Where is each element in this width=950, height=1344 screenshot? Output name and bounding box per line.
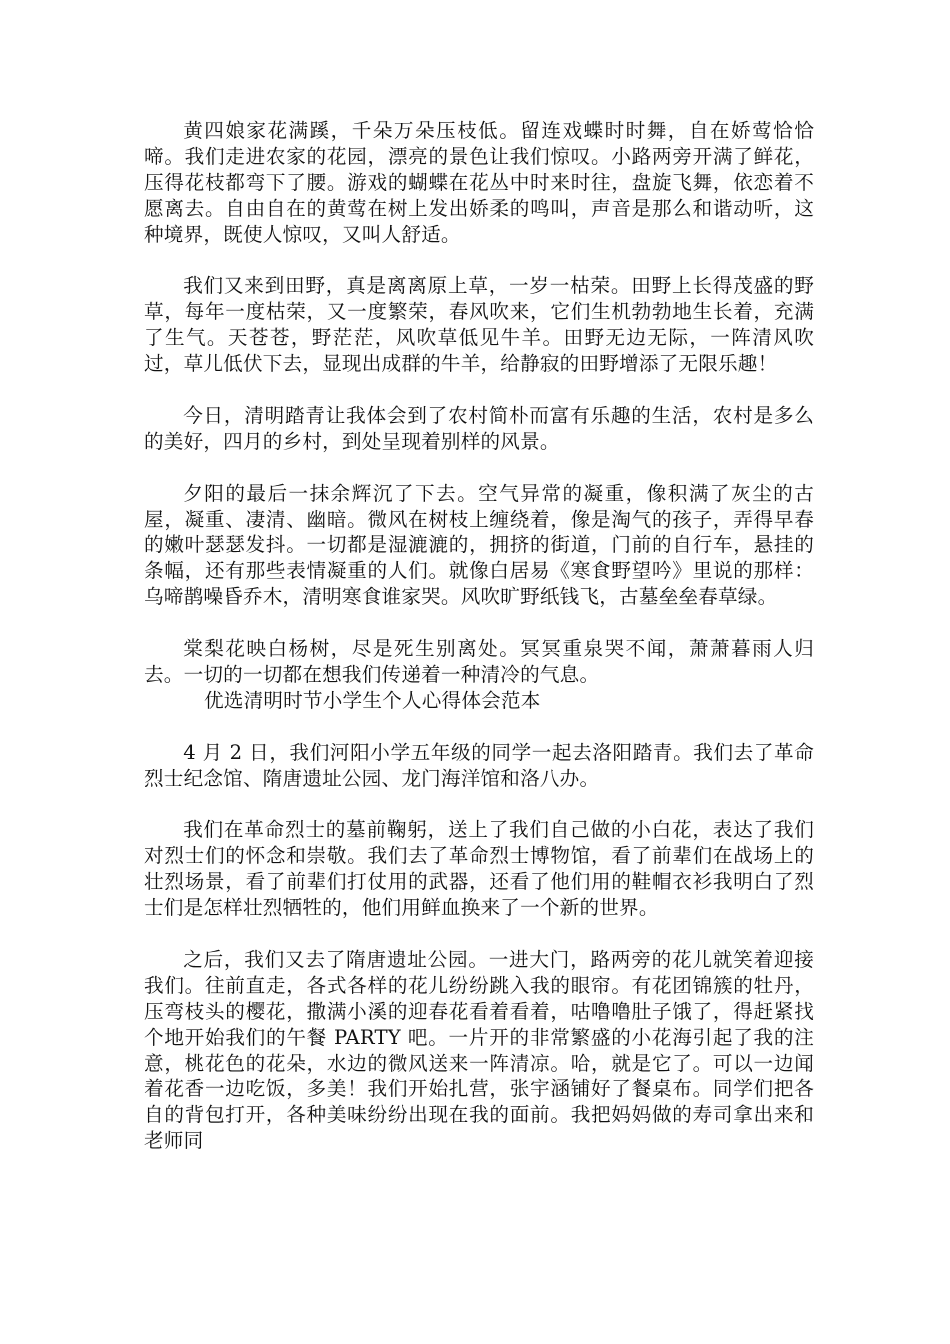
section-heading: 优选清明时节小学生个人心得体会范本 bbox=[204, 688, 541, 712]
paragraph-7: 我们在革命烈士的墓前鞠躬，送上了我们自己做的小白花，表达了我们对烈士们的怀念和崇敬。我们去了革命烈士博物馆，看了前辈们在战场上的壮烈场景，看了前辈们打仗用的武器，还看了他们用的鞋帽衣衫我明白了烈士们是怎样壮烈牺牲的，他们用鲜血换来了一个新的世界。 bbox=[144, 818, 814, 920]
paragraph-2: 我们又来到田野，真是离离原上草，一岁一枯荣。田野上长得茂盛的野草，每年一度枯荣，又一度繁荣，春风吹来，它们生机勃勃地生长着，充满了生气。天苍苍，野茫茫，风吹草低见牛羊。田野无边无际，一阵清风吹过，草儿低伏下去，显现出成群的牛羊，给静寂的田野增添了无限乐趣！ bbox=[144, 274, 814, 376]
paragraph-8: 之后，我们又去了隋唐遗址公园。一进大门，路两旁的花儿就笑着迎接我们。往前直走，各式各样的花儿纷纷跳入我的眼帘。有花团锦簇的牡丹，压弯枝头的樱花，撒满小溪的迎春花看着看着，咕噜噜肚子饿了，得赶紧找个地开始我们的午餐 PARTY 吧。一片开的非常繁盛的小花海引起了我的注意，桃花色的花朵，水边的微风送来一阵清凉。哈，就是它了。可以一边闻着花香一边吃饭，多美！我们开始扎营，张宇涵铺好了餐桌布。同学们把各自的背包打开，各种美味纷纷出现在我的面前。我把妈妈做的寿司拿出来和老师同 bbox=[144, 947, 814, 1153]
paragraph-3: 今日，清明踏青让我体会到了农村简朴而富有乐趣的生活，农村是多么的美好，四月的乡村，到处呈现着别样的风景。 bbox=[144, 403, 814, 453]
paragraph-6: 4 月 2 日，我们河阳小学五年级的同学一起去洛阳踏青。我们去了革命烈士纪念馆、隋唐遗址公园、龙门海洋馆和洛八办。 bbox=[144, 740, 814, 790]
paragraph-5: 棠梨花映白杨树，尽是死生别离处。冥冥重泉哭不闻，萧萧暮雨人归去。一切的一切都在想我们传递着一种清冷的气息。 bbox=[144, 637, 814, 686]
paragraph-4: 夕阳的最后一抹余辉沉了下去。空气异常的凝重，像积满了灰尘的古屋，凝重、凄清、幽暗。微风在树枝上缠绕着，像是淘气的孩子，弄得早春的嫩叶瑟瑟发抖。一切都是湿漉漉的，拥挤的街道，门前的自行车，悬挂的条幅，还有那些表情凝重的人们。就像白居易《寒食野望吟》里说的那样：乌啼鹊噪昏乔木，清明寒食谁家哭。风吹旷野纸钱飞，古墓垒垒春草绿。 bbox=[144, 481, 814, 609]
paragraph-1: 黄四娘家花满蹊，千朵万朵压枝低。留连戏蝶时时舞，自在娇莺恰恰啼。我们走进农家的花园，漂亮的景色让我们惊叹。小路两旁开满了鲜花，压得花枝都弯下了腰。游戏的蝴蝶在花丛中时来时往，盘旋飞舞，依恋着不愿离去。自由自在的黄莺在树上发出娇柔的鸣叫，声音是那么和谐动听，这种境界，既使人惊叹，又叫人舒适。 bbox=[144, 119, 814, 246]
document-page bbox=[144, 118, 814, 1154]
